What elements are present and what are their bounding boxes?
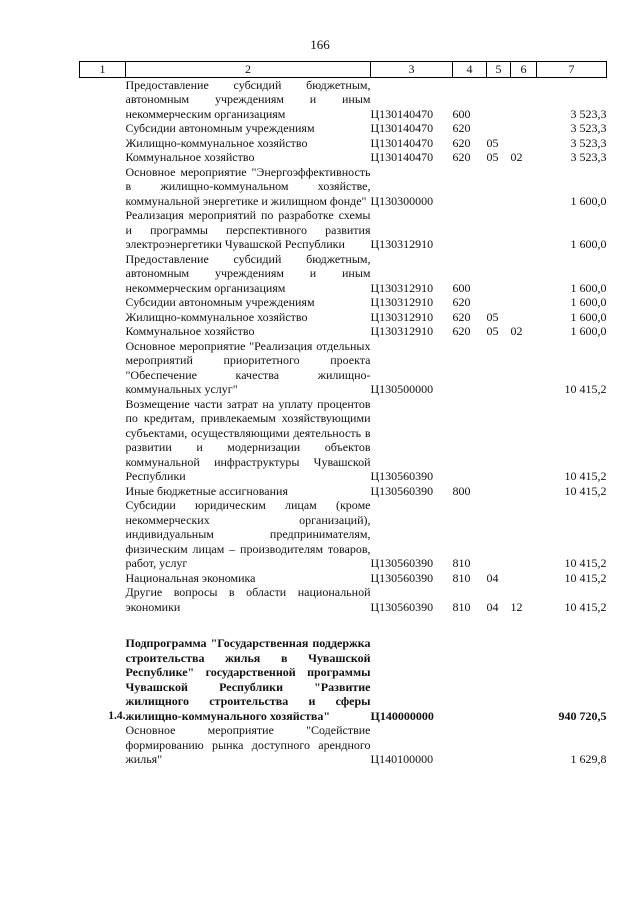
expense-type-code: 600 bbox=[452, 280, 471, 295]
table-row bbox=[80, 636, 607, 723]
target-article-code: Ц130300000 bbox=[370, 193, 434, 208]
row-amount: 940 720,5 bbox=[558, 708, 607, 723]
row-amount: 1 600,0 bbox=[570, 295, 607, 309]
expense-type-code bbox=[453, 723, 487, 767]
row-name: Субсидии автономным учреждениям bbox=[125, 295, 315, 309]
column-header: 2 bbox=[126, 62, 371, 78]
subsection-code bbox=[511, 339, 537, 397]
column-header: 5 bbox=[487, 62, 511, 78]
table-row bbox=[80, 310, 607, 325]
subsection-code: 02 bbox=[510, 324, 523, 338]
row-number bbox=[80, 498, 126, 571]
section-code: 05 bbox=[486, 150, 499, 164]
subsection-code bbox=[511, 723, 537, 767]
row-number bbox=[80, 150, 126, 165]
target-article-code: Ц130312910 bbox=[370, 280, 434, 295]
row-name: Основное мероприятие "Содействие формированию рынка доступного арендного жилья" bbox=[125, 723, 371, 766]
row-amount: 1 600,0 bbox=[570, 280, 607, 295]
table-row bbox=[80, 324, 607, 339]
section-code: 05 bbox=[486, 324, 499, 338]
row-amount: 1 600,0 bbox=[570, 324, 607, 338]
target-article-code: Ц130560390 bbox=[370, 469, 434, 483]
target-article-code: Ц130560390 bbox=[370, 570, 434, 585]
target-article-code: Ц130140470 bbox=[370, 150, 434, 164]
section-code bbox=[487, 121, 511, 136]
row-amount: 1 600,0 bbox=[570, 193, 607, 208]
row-number bbox=[80, 571, 126, 586]
table-row bbox=[80, 165, 607, 209]
expense-type-code: 620 bbox=[452, 309, 471, 324]
section-code bbox=[487, 295, 511, 310]
row-amount: 1 629,8 bbox=[570, 752, 607, 766]
subsection-code bbox=[511, 208, 537, 252]
row-name: Основное мероприятие "Энергоэффективность в жилищно-коммунальном хозяйстве, коммунальной энергетике и жилищном фонде" bbox=[125, 164, 371, 208]
section-code bbox=[487, 723, 511, 767]
target-article-code: Ц130140470 bbox=[370, 135, 434, 150]
row-number bbox=[80, 295, 126, 310]
section-code bbox=[487, 498, 511, 571]
row-amount: 10 415,2 bbox=[564, 469, 607, 483]
table-row bbox=[80, 484, 607, 499]
subsection-code bbox=[511, 397, 537, 484]
row-name: Коммунальное хозяйство bbox=[125, 324, 255, 338]
expense-type-code bbox=[453, 397, 487, 484]
row-number bbox=[80, 252, 126, 296]
row-amount: 3 523,3 bbox=[570, 150, 607, 164]
row-amount: 3 523,3 bbox=[570, 135, 607, 150]
target-article-code: Ц130140470 bbox=[370, 106, 434, 121]
row-name: Субсидии автономным учреждениям bbox=[125, 121, 315, 135]
column-header: 7 bbox=[537, 62, 607, 78]
subsection-code bbox=[511, 498, 537, 571]
subsection-code bbox=[511, 136, 537, 151]
subsection-code bbox=[511, 310, 537, 325]
target-article-code: Ц130140470 bbox=[370, 121, 434, 135]
section-code: 05 bbox=[486, 309, 499, 324]
subsection-code bbox=[511, 484, 537, 499]
target-article-code: Ц130560390 bbox=[370, 483, 434, 498]
expense-type-code: 810 bbox=[452, 556, 471, 570]
target-article-code: Ц130560390 bbox=[370, 599, 434, 614]
table-row bbox=[80, 121, 607, 136]
target-article-code: Ц130312910 bbox=[370, 309, 434, 324]
section-code: 04 bbox=[486, 599, 499, 614]
row-name: Жилищно-коммунальное хозяйство bbox=[125, 309, 308, 324]
section-code bbox=[487, 208, 511, 252]
target-article-code: Ц140000000 bbox=[370, 708, 434, 723]
row-name: Другие вопросы в области национальной экономики bbox=[125, 585, 371, 614]
row-number bbox=[80, 208, 126, 252]
row-number bbox=[80, 136, 126, 151]
row-spacer bbox=[80, 614, 607, 636]
subsection-code bbox=[511, 121, 537, 136]
row-name: Субсидии юридическим лицам (кроме некоммерческих организаций), индивидуальным предпринимателям, физическим лицам – производителям товаров, работ, услуг bbox=[125, 498, 371, 570]
expense-type-code: 620 bbox=[452, 135, 471, 150]
section-code: 04 bbox=[486, 570, 499, 585]
row-amount: 3 523,3 bbox=[570, 106, 607, 121]
row-number bbox=[80, 324, 126, 339]
table-row bbox=[80, 498, 607, 571]
column-header: 4 bbox=[453, 62, 487, 78]
table-row bbox=[80, 150, 607, 165]
row-amount: 10 415,2 bbox=[564, 570, 607, 585]
row-number bbox=[80, 310, 126, 325]
row-number bbox=[80, 121, 126, 136]
subsection-code bbox=[511, 571, 537, 586]
expense-type-code: 800 bbox=[452, 483, 471, 498]
subsection-code bbox=[511, 636, 537, 723]
expense-type-code: 810 bbox=[452, 570, 471, 585]
target-article-code: Ц130312910 bbox=[370, 295, 434, 309]
row-name: Подпрограмма "Государственная поддержка строительства жилья в Чувашской Республике" государственной программы Чувашской Республики "Развитие жилищного строительства и сферы жилищно-коммунального хозяйства" bbox=[125, 636, 371, 723]
expense-type-code bbox=[453, 208, 487, 252]
expense-type-code: 620 bbox=[452, 121, 471, 135]
target-article-code: Ц130312910 bbox=[370, 324, 434, 338]
budget-table bbox=[79, 61, 607, 767]
row-number bbox=[80, 585, 126, 614]
table-row bbox=[80, 571, 607, 586]
table-row bbox=[80, 723, 607, 767]
row-amount: 10 415,2 bbox=[564, 382, 607, 396]
section-code: 05 bbox=[486, 135, 499, 150]
section-code bbox=[487, 484, 511, 499]
expense-type-code bbox=[453, 339, 487, 397]
expense-type-code: 810 bbox=[452, 599, 471, 614]
row-number bbox=[80, 484, 126, 499]
row-amount: 1 600,0 bbox=[570, 237, 607, 251]
table-row bbox=[80, 77, 607, 121]
expense-type-code: 620 bbox=[452, 150, 471, 164]
row-number bbox=[80, 339, 126, 397]
expense-type-code bbox=[453, 636, 487, 723]
page-number: 166 bbox=[310, 37, 330, 52]
section-code bbox=[487, 636, 511, 723]
row-amount: 1 600,0 bbox=[570, 309, 607, 324]
target-article-code: Ц130312910 bbox=[370, 237, 434, 251]
row-name: Основное мероприятие "Реализация отдельных мероприятий приоритетного проекта "Обеспечение качества жилищно-коммунальных услуг" bbox=[125, 338, 371, 396]
subsection-code bbox=[511, 295, 537, 310]
row-number bbox=[80, 165, 126, 209]
row-amount: 10 415,2 bbox=[564, 483, 607, 498]
table-row bbox=[80, 585, 607, 614]
row-name: Возмещение части затрат на уплату процентов по кредитам, привлекаемым хозяйствующими субъектами, осуществляющими деятельность в развитии и модернизации объектов коммунальной инфраструктуры Чувашской Республики bbox=[125, 396, 371, 483]
subsection-code bbox=[511, 165, 537, 209]
row-amount: 3 523,3 bbox=[570, 121, 607, 135]
target-article-code: Ц130500000 bbox=[370, 382, 434, 396]
column-header: 6 bbox=[511, 62, 537, 78]
row-number: 1.4. bbox=[108, 709, 126, 722]
expense-type-code: 600 bbox=[452, 106, 471, 121]
row-number bbox=[80, 77, 126, 121]
row-number bbox=[80, 397, 126, 484]
row-name: Жилищно-коммунальное хозяйство bbox=[125, 135, 308, 150]
row-name: Коммунальное хозяйство bbox=[125, 150, 255, 164]
target-article-code: Ц140100000 bbox=[370, 752, 434, 766]
row-name: Предоставление субсидий бюджетным, автономным учреждениям и иным некоммерческим организациям bbox=[125, 77, 371, 121]
column-header: 3 bbox=[371, 62, 453, 78]
row-amount: 10 415,2 bbox=[564, 599, 607, 614]
row-name: Национальная экономика bbox=[125, 570, 256, 585]
table-row bbox=[80, 397, 607, 484]
expense-type-code: 620 bbox=[452, 324, 471, 338]
expense-type-code: 620 bbox=[452, 295, 471, 309]
table-row bbox=[80, 208, 607, 252]
subsection-code: 02 bbox=[510, 150, 523, 164]
subsection-code bbox=[511, 252, 537, 296]
expense-type-code bbox=[453, 165, 487, 209]
section-code bbox=[487, 252, 511, 296]
subsection-code: 12 bbox=[510, 599, 523, 614]
column-number-header bbox=[80, 62, 607, 78]
section-code bbox=[487, 77, 511, 121]
table-row bbox=[80, 252, 607, 296]
row-name: Иные бюджетные ассигнования bbox=[125, 483, 288, 498]
section-code bbox=[487, 165, 511, 209]
table-row bbox=[80, 339, 607, 397]
spacer-cell bbox=[80, 614, 607, 636]
table-row bbox=[80, 295, 607, 310]
section-code bbox=[487, 397, 511, 484]
row-number bbox=[80, 723, 126, 767]
row-name: Предоставление субсидий бюджетным, автономным учреждениям и иным некоммерческим организациям bbox=[125, 251, 371, 295]
target-article-code: Ц130560390 bbox=[370, 556, 434, 570]
row-name: Реализация мероприятий по разработке схемы и программы перспективного развития электроэнергетики Чувашской Республики bbox=[125, 208, 371, 251]
column-header: 1 bbox=[80, 62, 126, 78]
table-row bbox=[80, 136, 607, 151]
row-amount: 10 415,2 bbox=[564, 556, 607, 570]
subsection-code bbox=[511, 77, 537, 121]
section-code bbox=[487, 339, 511, 397]
